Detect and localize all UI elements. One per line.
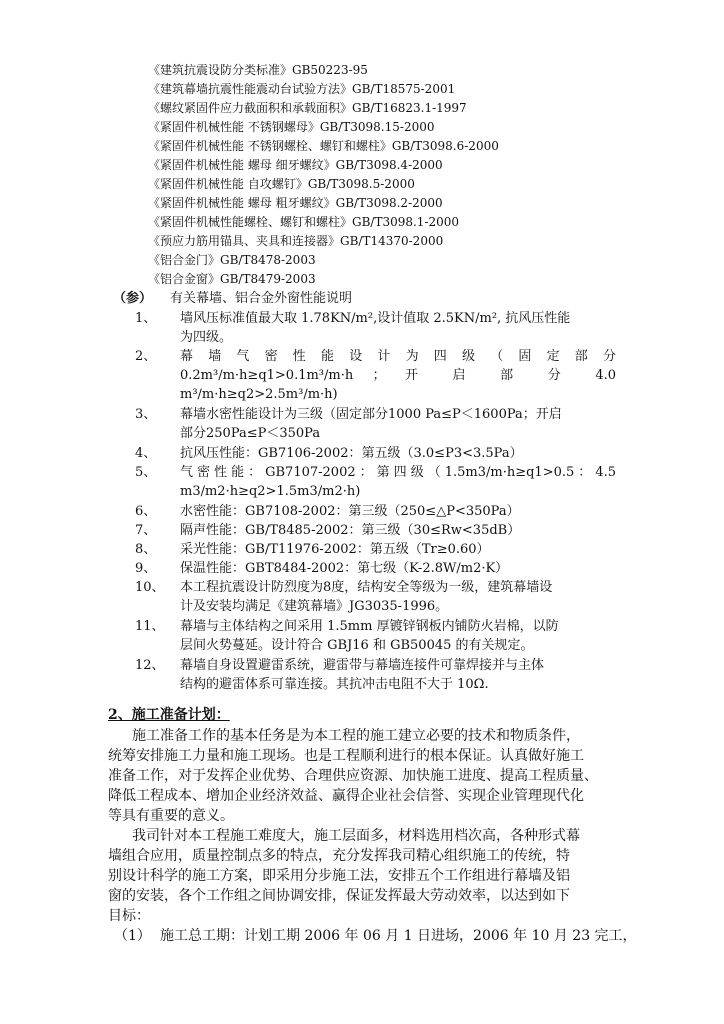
standard-item: 《紧固件机械性能 不锈钢螺母》GB/T3098.15-2000 bbox=[148, 120, 435, 134]
ref-item-line: 保温性能：GBT8484-2002：第七级（K-2.8W/m2·K） bbox=[180, 561, 509, 576]
ref-item-line: 本工程抗震设计防烈度为8度，结构安全等级为一级，建筑幕墙设 bbox=[180, 580, 553, 595]
paragraph-line: 等具有重要的意义。 bbox=[108, 808, 234, 824]
ref-item-line: 计及安装均满足《建筑幕墙》JG3035-1996。 bbox=[180, 599, 449, 614]
standard-item: 《紧固件机械性能 螺母 细牙螺纹》GB/T3098.4-2000 bbox=[148, 158, 443, 172]
ref-item-number: 4、 bbox=[135, 446, 157, 461]
paragraph-line: 施工准备工作的基本任务是为本工程的施工建立必要的技术和物质条件， bbox=[132, 728, 580, 744]
ref-item-line: m3/m2·h≥q2>1.5m3/m2·h) bbox=[180, 484, 361, 499]
paragraph-line: 窗的安装，各个工作组之间协调安排，保证发挥最大劳动效率，以达到如下 bbox=[108, 888, 570, 904]
ref-item-number: 2、 bbox=[135, 349, 157, 364]
ref-item-number: 6、 bbox=[135, 504, 157, 519]
ref-item-line: 为四级。 bbox=[180, 330, 233, 345]
numbered-item-text: 施工总工期：计划工期 2006 年 06 月 1 日进场，2006 年 10 月 23 完工， bbox=[160, 928, 637, 944]
ref-item-line: 采光性能：GB/T11976-2002：第五级（Tr≥0.60） bbox=[180, 542, 490, 557]
standard-item: 《预应力筋用锚具、夹具和连接器》GB/T14370-2000 bbox=[148, 234, 444, 248]
standard-item: 《铝合金门》GB/T8478-2003 bbox=[148, 253, 316, 267]
paragraph-line: 准备工作，对于发挥企业优势、合理供应资源、加快施工进度、提高工程质量、 bbox=[108, 768, 598, 784]
ref-item-number: 9、 bbox=[135, 561, 157, 576]
standard-item: 《紧固件机械性能螺栓、螺钉和螺柱》GB/T3098.1-2000 bbox=[148, 215, 460, 229]
ref-item-line: 隔声性能：GB/T8485-2002：第三级（30≤Rw<35dB） bbox=[180, 523, 521, 538]
paragraph-line: 我司针对本工程施工难度大，施工层面多，材料选用档次高，各种形式幕 bbox=[132, 828, 580, 844]
standard-item: 《螺纹紧固件应力截面积和承载面积》GB/T16823.1-1997 bbox=[148, 101, 467, 115]
ref-item-line: 幕墙自身设置避雷系统，避雷带与幕墙连接件可靠焊接并与主体 bbox=[180, 658, 545, 673]
standard-item: 《紧固件机械性能 不锈钢螺栓、螺钉和螺柱》GB/T3098.6-2000 bbox=[148, 139, 499, 153]
ref-item-number: 11、 bbox=[135, 619, 165, 634]
paragraph-line: 降低工程成本、增加企业经济效益、赢得企业社会信誉、实现企业管理现代化 bbox=[108, 788, 584, 804]
ref-item-line: 结构的避雷体系可靠连接。其抗冲击电阻不大于 10Ω. bbox=[180, 677, 489, 692]
standard-item: 《建筑抗震设防分类标准》GB50223-95 bbox=[148, 63, 368, 77]
ref-item-line: 部分250Pa≤P＜350Pa bbox=[180, 426, 321, 441]
ref-item-number: 8、 bbox=[135, 542, 157, 557]
ref-item-line: 抗风压性能：GB7106-2002：第五级（3.0≤P3<3.5Pa） bbox=[180, 446, 523, 461]
ref-item-number: 10、 bbox=[135, 580, 165, 595]
ref-section-title: 有关幕墙、铝合金外窗性能说明 bbox=[170, 291, 353, 306]
ref-item-line: 幕墙与主体结构之间采用 1.5mm 厚镀锌钢板内铺防火岩棉，以防 bbox=[180, 619, 559, 634]
ref-section-label: （参） bbox=[113, 291, 153, 306]
ref-item-line: 气密性能：GB7107-2002：第四级（1.5m3/m·h≥q1>0.5：4.5 bbox=[180, 465, 616, 480]
ref-item-number: 5、 bbox=[135, 465, 157, 480]
ref-item-line: 0.2m³/m·h≥q1>0.1m³/m·h ； 开 启 部 分 4.0 bbox=[180, 368, 616, 383]
ref-item-line: 水密性能：GB7108-2002：第三级（250≤△P<350Pa） bbox=[180, 504, 520, 519]
ref-item-line: m³/m·h≥q2>2.5m³/m·h) bbox=[180, 387, 338, 402]
ref-item-line: 幕墙水密性能设计为三级（固定部分1000 Pa≤P＜1600Pa；开启 bbox=[180, 407, 562, 422]
ref-item-number: 1、 bbox=[135, 311, 157, 326]
ref-item-line: 墙风压标准值最大取 1.78KN/m²,设计值取 2.5KN/m², 抗风压性能 bbox=[180, 311, 571, 326]
section-heading: 2、施工准备计划： bbox=[108, 707, 230, 723]
ref-item-line: 幕 墙 气 密 性 能 设 计 为 四 级 （ 固 定 部 分 bbox=[180, 349, 616, 364]
paragraph-line: 目标： bbox=[108, 908, 150, 924]
standard-item: 《铝合金窗》GB/T8479-2003 bbox=[148, 272, 316, 286]
ref-item-line: 层间火势蔓延。设计符合 GBJ16 和 GB50045 的有关规定。 bbox=[180, 638, 534, 653]
paragraph-line: 统筹安排施工力量和施工现场。也是工程顺利进行的根本保证。认真做好施工 bbox=[108, 748, 584, 764]
ref-item-number: 7、 bbox=[135, 523, 157, 538]
paragraph-line: 墙组合应用，质量控制点多的特点，充分发挥我司精心组织施工的传统，特 bbox=[108, 848, 570, 864]
standard-item: 《紧固件机械性能 螺母 粗牙螺纹》GB/T3098.2-2000 bbox=[148, 196, 443, 210]
paragraph-line: 别设计科学的施工方案，即采用分步施工法，安排五个工作组进行幕墙及铝 bbox=[108, 868, 570, 884]
standard-item: 《紧固件机械性能 自攻螺钉》GB/T3098.5-2000 bbox=[148, 177, 415, 191]
standard-item: 《建筑幕墙抗震性能震动台试验方法》GB/T18575-2001 bbox=[148, 82, 456, 96]
ref-item-number: 12、 bbox=[135, 658, 165, 673]
numbered-item-number: （1） bbox=[114, 928, 151, 944]
ref-item-number: 3、 bbox=[135, 407, 157, 422]
